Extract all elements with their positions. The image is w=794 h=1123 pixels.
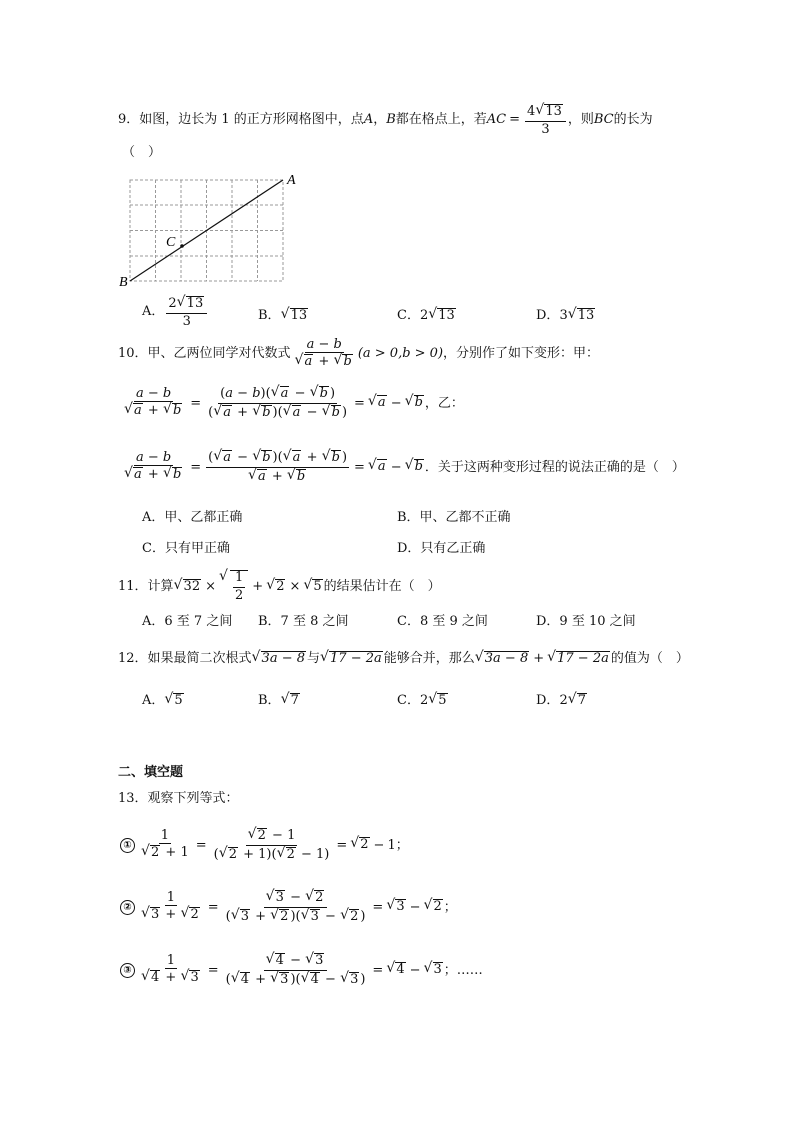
q11-option-c[interactable]: C．8 至 9 之间 xyxy=(397,614,488,629)
q9-option-d[interactable]: D． 3 √ 13 xyxy=(536,308,596,324)
q10-option-a[interactable]: A．甲、乙都正确 xyxy=(142,510,243,525)
q10-option-c[interactable]: C．只有甲正确 xyxy=(142,541,230,556)
q9-ac-fraction: $\frac{4√ 13}{3}$ xyxy=(525,104,566,136)
label-c: C xyxy=(166,235,176,250)
q9-answer-paren: （ ） xyxy=(122,145,162,160)
label-a: A xyxy=(287,173,296,188)
section-title: 二、填空题 xyxy=(118,765,184,780)
label-b: B xyxy=(119,275,128,287)
q9-grid-figure xyxy=(116,172,316,287)
q12-option-d[interactable]: D． 2 √ 7 xyxy=(536,693,588,709)
q9-option-c[interactable]: C． 2 √ 13 xyxy=(397,308,457,324)
q10-jia-derivation: a − b √ a + √ b = $\frac{(a - b)(√ a - √ b )}{(√ a + √ b )(√ a - √ b )}$ = √ a − √ b ，乙： xyxy=(120,386,464,421)
q13-equation-1: ① 1 √ 2 + 1 = √ $\frac{2 - 1}{(√ 2 + 1)(√ 2 - 1)}$ = √ 2 − 1 ； xyxy=(120,828,409,863)
q10-option-b[interactable]: B．甲、乙都不正确 xyxy=(397,510,511,525)
q9-option-b[interactable]: B． √ 13 xyxy=(258,308,309,324)
point-c xyxy=(180,244,184,248)
q12-stem: 12．如果最简二次根式 √ 3a − 8 与 √ 17 − 2a 能够合并，那么 √ 3a − 8 + √ 17 − 2a 的值为（ ） xyxy=(118,651,689,667)
q13-equation-3: ③ 1 √ 4 + √ 3 = √ $\frac{4 - √ 3}{(√ 4 + √ 3 )(√ 4 - √ 3 )}$ = √ 4 − √ 3 ；…… xyxy=(120,953,483,988)
q12-option-b[interactable]: B． √ 7 xyxy=(258,693,301,709)
q13-equation-2: ② 1 √ 3 + √ 2 = √ $\frac{3 - √ 2}{(√ 3 + √ 2 )(√ 3 - √ 2 )}$ = √ 3 − √ 2 ； xyxy=(120,890,457,925)
q12-option-a[interactable]: A． √ 5 xyxy=(142,693,185,709)
q10-option-d[interactable]: D．只有乙正确 xyxy=(397,541,486,556)
q11-stem: 11．计算 √ 32 × √ $\frac{1}{2}$ + √ 2 × √ 5 的结果估计在（ ） xyxy=(118,570,441,604)
q11-option-b[interactable]: B．7 至 8 之间 xyxy=(258,614,349,629)
q12-option-c[interactable]: C． 2 √ 5 xyxy=(397,693,449,709)
q9-option-a[interactable]: A． $\frac{2√ 13}{3}$ xyxy=(142,296,209,328)
q13-stem: 13．观察下列等式： xyxy=(118,791,239,806)
q11-option-a[interactable]: A．6 至 7 之间 xyxy=(142,614,233,629)
q10-yi-derivation: a − b √ a + √ b = (√ a − √ b )(√ a + √ b ) √ a + √ b = √ a − √ b ．关于这两种变形过程的说法正确的是（ ） xyxy=(120,450,685,485)
q9-stem: 9．如图，边长为 1 的正方形网格图中，点 A ， B 都在格点上，若 AC = $\frac{4√ 13}{3}$ ，则 BC 的长为 xyxy=(118,104,653,136)
q11-option-d[interactable]: D．9 至 10 之间 xyxy=(536,614,636,629)
q10-stem: 10．甲、乙两位同学对代数式 a − b √ a + √ b (a > 0,b > 0) ，分别作了如下变形：甲： xyxy=(118,338,599,370)
